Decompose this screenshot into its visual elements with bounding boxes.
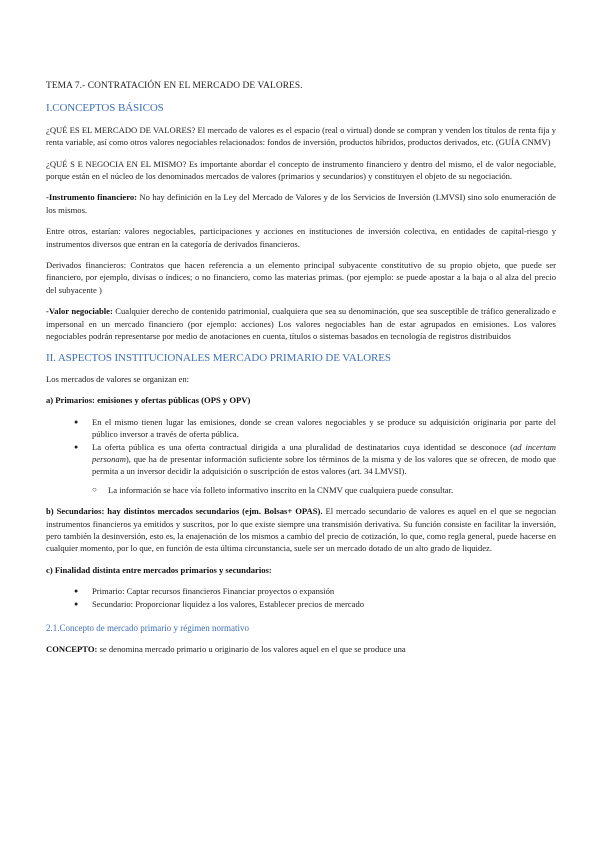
sub-list-item: ○ La información se hace vía folleto informativo inscrito en la CNMV que cualquiera puede consultar.	[108, 484, 556, 496]
paragraph-text: Cualquier derecho de contenido patrimonial, cualquiera que sea su denominación, que sea susceptible de tráfico generalizado e impersonal en un mercado financiero (por ejemplo: acciones) Los valores negociables han de estar agrupados en emisiones. Los valores negociables podrán representarse por medio de anotaciones en cuenta, títulos o sistemas basados en tecnología de registros distribuidos	[46, 306, 556, 342]
section-heading-conceptos: I.CONCEPTOS BÁSICOS	[46, 102, 164, 115]
document-page	[46, 80, 556, 665]
list-item: ● Primario: Captar recursos financieros Financiar proyectos o expansión	[92, 585, 556, 597]
paragraph-concepto	[46, 643, 556, 655]
subheading-text: a) Primarios: emisiones y ofertas públicas (OPS y OPV)	[46, 395, 251, 406]
paragraph-valor-negociable	[46, 305, 556, 342]
document-title: TEMA 7.- CONTRATACIÓN EN EL MERCADO DE VALORES.	[46, 81, 303, 91]
paragraph-mercado-valores	[46, 124, 556, 149]
section-heading-aspectos: II. ASPECTOS INSTITUCIONALES MERCADO PRIMARIO DE VALORES	[46, 351, 391, 364]
primarios-sublist	[46, 484, 556, 496]
paragraph-entre-otros: Entre otros, estarían: valores negociables, participaciones y acciones en instituciones de inversión colectiva, en entidades de capital-riesgo y instrumentos diversos que entran en la categoría de derivados financieros.	[46, 226, 556, 249]
list-item-text: ), que ha de presentar información suficiente sobre los términos de la misma y de los valores que se ofrecen, de modo que permita a un inversor decidir la adquisición o suscripción de estos valores (art. 34 LMVSI).	[92, 453, 556, 477]
primarios-list	[46, 416, 556, 478]
term-lead: -Instrumento financiero:	[46, 192, 138, 203]
paragraph-organizan: Los mercados de valores se organizan en:	[46, 373, 190, 384]
subheading-primarios	[46, 394, 556, 406]
list-item: ● Secundario: Proporcionar liquidez a los valores, Establecer precios de mercado	[92, 598, 556, 610]
paragraph-text: El mercado secundario de valores es aquel en el que se negocian instrumentos financieros ya emitidos y suscritos, por lo que existe siempre una transmisión derivativa. Su función consiste en facilitar la inversión, pero también la desinversión, esto es, la enajenación de los mismos a cambio del precio de cotización, lo que, como regla general, puede hacerse en cualquier momento, por lo que, en función de esta última circunstancia, suele ser un mercado dotado de un alto grado de liquidez.	[46, 506, 556, 554]
latin-term: ad incertam personam	[92, 441, 556, 464]
paragraph-instrumento-financiero	[46, 191, 556, 216]
paragraph-secundarios	[46, 505, 556, 555]
subheading-text: b) Secundarios: hay distintos mercados secundarios (ejm. Bolsas+ OPAS).	[46, 506, 323, 517]
finalidad-list	[46, 585, 556, 610]
paragraph-derivados: Derivados financieros: Contratos que hacen referencia a un elemento principal subyacente constitutivo de su propio objeto, que puede ser financiero, por ejemplo, divisas o índices; o no financiero, como las materias primas. (por ejemplo: se puede apostar a la baja o al alza del precio del subyacente )	[46, 260, 556, 295]
paragraph-text: No hay definición en la Ley del Mercado de Valores y de los Servicios de Inversión (LMVSI) sino solo enumeración de los mismos.	[46, 192, 556, 215]
subheading-finalidad	[46, 564, 556, 576]
paragraph-text: se denomina mercado primario u originario de los valores aquel en el que se produce una	[97, 644, 406, 655]
subheading-text: c) Finalidad distinta entre mercados primarios y secundarios:	[46, 564, 272, 575]
list-item: ● En el mismo tienen lugar las emisiones, donde se crean valores negociables y se produce su adquisición originaria por parte del público inversor a través de oferta pública.	[92, 416, 556, 441]
list-item	[92, 441, 556, 478]
term-lead: CONCEPTO:	[46, 644, 98, 655]
term-lead: -Valor negociable:	[46, 306, 113, 317]
paragraph-text: El mercado de valores es el espacio (real o virtual) donde se compran y venden los títulos de renta fija y renta variable, así como otros valores negociables relacionados: fondos de inversión, productos híbridos, productos derivados, etc. (GUÍA CNMV)	[46, 124, 556, 148]
section-heading-2-1: 2.1.Concepto de mercado primario y régimen normativo	[46, 623, 249, 633]
paragraph-que-se-negocia	[46, 158, 556, 183]
paragraph-text: Es importante abordar el concepto de instrumento financiero y dentro del mismo, el de valor negociable, porque están en el núcleo de los denominados mercados de valores (primarios y secundarios) y constituyen el objeto de su negociación.	[46, 158, 557, 182]
list-item-text: La oferta pública es una oferta contractual dirigida a una pluralidad de destinatarios cuya identidad se desconoce (	[92, 441, 513, 452]
paragraph-lead: ¿QUÉ ES EL MERCADO DE VALORES?	[46, 124, 196, 135]
paragraph-lead: ¿QUÉ S E NEGOCIA EN EL MISMO?	[46, 158, 187, 169]
